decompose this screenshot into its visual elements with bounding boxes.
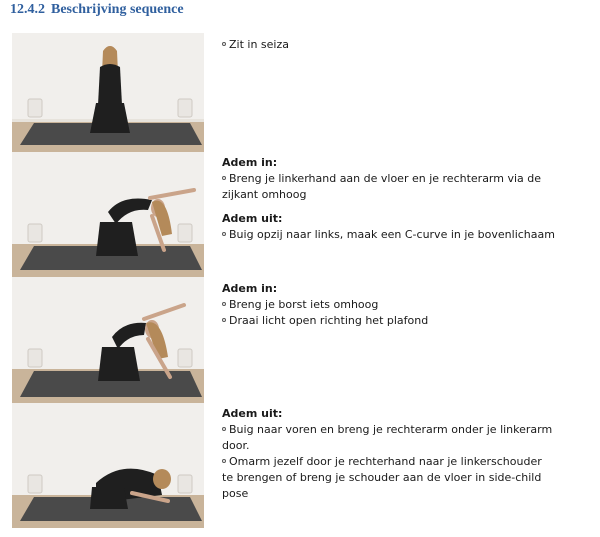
- photo-seiza: [12, 33, 204, 152]
- photo-open-chest: [12, 277, 204, 403]
- section-heading: [10, 2, 184, 18]
- bullet-icon: [222, 232, 226, 236]
- list-item-continuation: pose: [222, 487, 249, 500]
- list-item: Buig opzij naar links, maak een C-curve in je bovenlichaam: [222, 227, 592, 243]
- breath-out-label: Adem uit:: [222, 212, 283, 225]
- photo-side-bend: [12, 152, 204, 277]
- breath-in-label: Adem in:: [222, 282, 278, 295]
- photo-side-child: [12, 403, 204, 528]
- breath-in-label: Adem in:: [222, 156, 278, 169]
- bullet-icon: [222, 459, 226, 463]
- step-4-text: [222, 406, 592, 502]
- list-item-continuation: door.: [222, 439, 250, 452]
- section-title: Beschrijving sequence: [51, 2, 184, 17]
- list-item-continuation: te brengen of breng je schouder aan de vloer in side-child: [222, 471, 542, 484]
- step-1-text: [222, 37, 592, 53]
- step-2-text: [222, 155, 592, 243]
- bullet-icon: [222, 302, 226, 306]
- step-3-text: [222, 281, 592, 329]
- bullet-icon: [222, 427, 226, 431]
- list-item: Breng je linkerhand aan de vloer en je rechterarm via de: [222, 171, 592, 187]
- list-item: Buig naar voren en breng je rechterarm onder je linkerarm: [222, 422, 592, 438]
- bullet-icon: [222, 318, 226, 322]
- list-item: Omarm jezelf door je rechterhand naar je linkerschouder: [222, 454, 592, 470]
- bullet-icon: [222, 176, 226, 180]
- list-item-continuation: zijkant omhoog: [222, 188, 307, 201]
- breath-out-label: Adem uit:: [222, 407, 283, 420]
- bullet-icon: [222, 42, 226, 46]
- list-item: Zit in seiza: [222, 37, 592, 53]
- list-item: Draai licht open richting het plafond: [222, 313, 592, 329]
- section-number: 12.4.2: [10, 2, 45, 17]
- list-item: Breng je borst iets omhoog: [222, 297, 592, 313]
